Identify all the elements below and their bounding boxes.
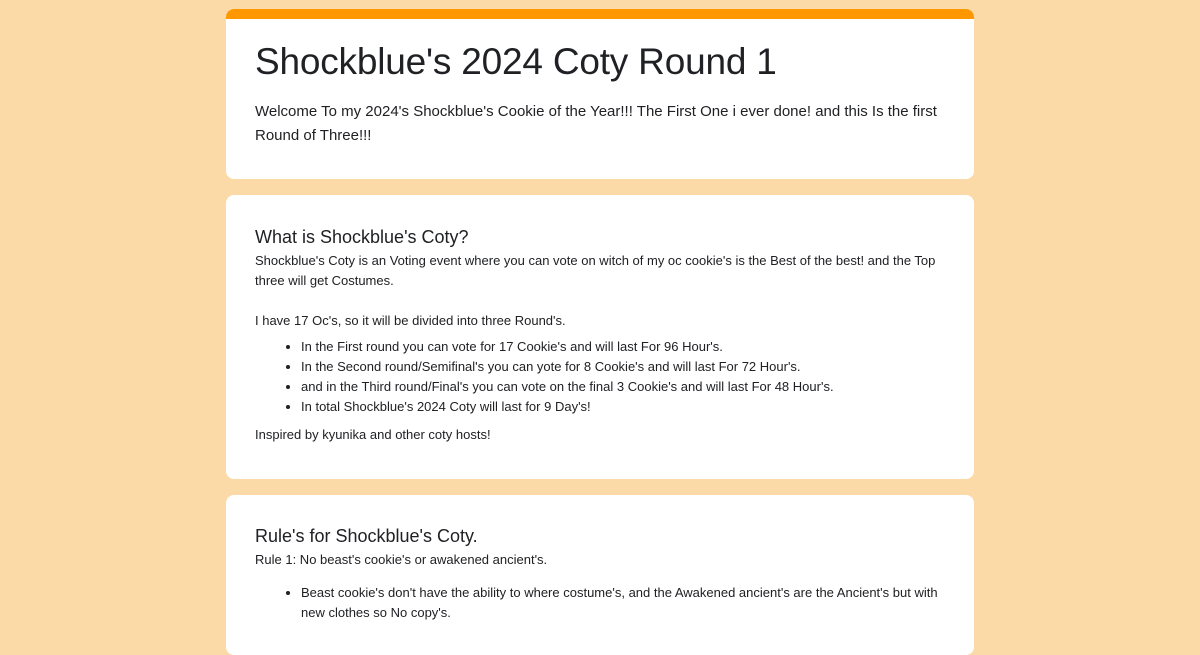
section-description: [255, 550, 945, 631]
section-title: Rule's for Shockblue's Coty.: [255, 526, 478, 546]
section-paragraph: Shockblue's Coty is an Voting event where you can vote on witch of my oc cookie's is the Best of the best! and the Top three will get Costumes.: [255, 253, 936, 288]
section-paragraph: Inspired by kyunika and other coty hosts!: [255, 427, 491, 442]
form-description: Welcome To my 2024's Shockblue's Cookie of the Year!!! The First One i ever done! and this Is the first Round of Three!!!: [255, 103, 937, 144]
list-item: • In the Second round/Semifinal's you can yote for 8 Cookie's and will last For 72 Hour's.: [301, 357, 945, 377]
list-item: • In total Shockblue's 2024 Coty will last for 9 Day's!: [301, 397, 945, 417]
section-paragraph: Rule 1: No beast's cookie's or awakened ancient's.: [255, 552, 548, 567]
paragraph-gap: [255, 291, 945, 311]
section-paragraph: I have 17 Oc's, so it will be divided into three Round's.: [255, 313, 566, 328]
accent-bar: [226, 9, 974, 19]
list-item: • In the First round you can vote for 17 Cookie's and will last For 96 Hour's.: [301, 337, 945, 357]
section-description: [255, 251, 945, 445]
bullet-list: [255, 583, 945, 623]
section-card-about: [226, 195, 974, 479]
section-title: What is Shockblue's Coty?: [255, 227, 469, 247]
list-item: • and in the Third round/Final's you can vote on the final 3 Cookie's and will last For 48 Hour's.: [301, 377, 945, 397]
list-item: • Beast cookie's don't have the ability to where costume's, and the Awakened ancient's are the Ancient's but with new clothes so No copy's.: [301, 583, 945, 623]
bullet-list: [255, 337, 945, 417]
section-card-rules: [226, 495, 974, 655]
form-header-card: [226, 9, 974, 179]
form-title: Shockblue's 2024 Coty Round 1: [255, 41, 777, 82]
